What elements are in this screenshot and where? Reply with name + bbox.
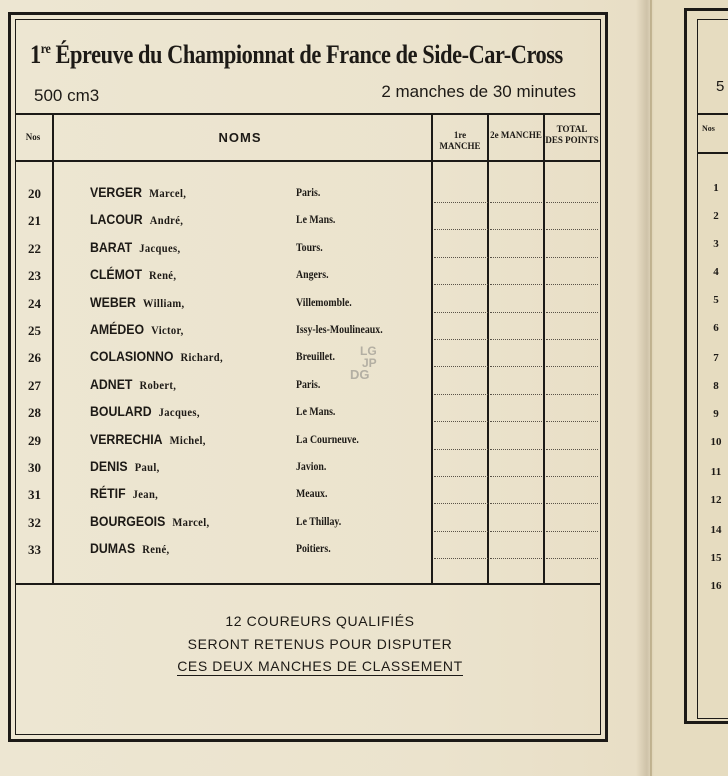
entry-number: 25	[28, 323, 41, 338]
table-top-rule	[16, 113, 600, 115]
entry-number: 33	[28, 542, 41, 558]
entry-last-name: VERGER	[90, 184, 143, 200]
entry-name	[90, 348, 223, 365]
entry-name	[90, 403, 200, 420]
right-page-entry-number: 16	[710, 580, 722, 592]
entry-number: 30	[28, 460, 41, 475]
entry-last-name: BARAT	[90, 238, 133, 255]
entry-number: 20	[28, 186, 41, 201]
entry-city: Angers.	[296, 267, 329, 282]
entry-number: 24	[28, 295, 41, 311]
entry-number: 21	[28, 213, 41, 229]
entry-number: 23	[28, 268, 41, 284]
entry-first-name: René,	[142, 542, 170, 557]
heat2-dotted-line	[490, 202, 542, 203]
heat2-dotted-line	[490, 476, 542, 477]
entry-first-name: Paul,	[134, 460, 160, 474]
heat1-dotted-line	[434, 339, 488, 340]
entry-city: Le Thillay.	[296, 513, 342, 528]
header-number: Nos	[25, 132, 41, 142]
entry-last-name: AMÉDEO	[90, 321, 145, 337]
stamp-line2: JP	[362, 356, 377, 370]
heat2-dotted-line	[490, 339, 542, 340]
entry-first-name: André,	[149, 213, 184, 228]
entry-last-name: VERRECHIA	[90, 430, 163, 447]
header-heat1: 1re MANCHE	[439, 130, 481, 151]
entry-name	[90, 211, 183, 228]
entry-number: 32	[28, 514, 41, 530]
entry-number: 22	[28, 240, 41, 256]
heat1-dotted-line	[434, 503, 488, 504]
entry-last-name: DENIS	[90, 458, 128, 474]
right-page-entry-number: 11	[710, 466, 722, 478]
entry-first-name: Marcel,	[172, 514, 210, 529]
entry-first-name: Jean,	[132, 487, 159, 502]
entry-first-name: Michel,	[169, 432, 206, 447]
total-dotted-line	[546, 394, 598, 395]
total-dotted-line	[546, 476, 598, 477]
header-total	[545, 124, 599, 146]
total-dotted-line	[546, 421, 598, 422]
entry-city: Javion.	[296, 459, 327, 473]
footer-line2: SERONT RETENUS POUR DISPUTER	[187, 636, 453, 652]
entry-name	[90, 513, 210, 530]
header-heat2: 2e MANCHE	[490, 130, 542, 140]
collector-stamp	[350, 345, 377, 381]
table-row	[16, 182, 596, 209]
entry-last-name: BOULARD	[90, 403, 152, 420]
heat1-dotted-line	[434, 229, 488, 230]
right-page-top-rule	[697, 113, 728, 115]
total-dotted-line	[546, 449, 598, 450]
heat2-dotted-line	[490, 503, 542, 504]
right-page-entry-number: 9	[713, 408, 719, 420]
total-dotted-line	[546, 202, 598, 203]
right-page-entry-number: 14	[710, 524, 722, 536]
title-ordinal: 1	[30, 40, 41, 69]
entry-first-name: Victor,	[151, 323, 184, 337]
header-total-line1: TOTAL	[556, 124, 588, 134]
stamp-line1: LG	[360, 344, 377, 358]
right-page-entry-number: 3	[713, 238, 719, 250]
table-row	[16, 456, 596, 483]
entry-number: 26	[28, 350, 41, 366]
entry-last-name: LACOUR	[90, 211, 143, 228]
right-page-nos-label: Nos	[702, 124, 715, 133]
heat2-dotted-line	[490, 229, 542, 230]
heat2-dotted-line	[490, 421, 542, 422]
entry-city: Le Mans.	[296, 404, 336, 419]
entry-number: 31	[28, 487, 41, 503]
entry-name	[90, 540, 170, 557]
total-dotted-line	[546, 257, 598, 258]
right-page-entry-number: 5	[713, 294, 719, 306]
entry-first-name: René,	[149, 268, 177, 283]
table-bottom-rule	[16, 583, 600, 585]
heat1-dotted-line	[434, 531, 488, 532]
heat1-dotted-line	[434, 394, 488, 395]
table-row	[16, 292, 596, 319]
title-ordinal-suffix: re	[40, 42, 51, 57]
total-dotted-line	[546, 531, 598, 532]
entry-city: Issy-les-Moulineaux.	[296, 322, 383, 336]
total-dotted-line	[546, 284, 598, 285]
table-row	[16, 346, 596, 373]
entry-city: Villemomble.	[296, 294, 352, 309]
entry-city: La Courneuve.	[296, 431, 359, 446]
format-label: 2 manches de 30 minutes	[381, 82, 576, 101]
heat1-dotted-line	[434, 558, 488, 559]
entry-last-name: BOURGEOIS	[90, 512, 166, 529]
entry-first-name: Jacques,	[158, 405, 200, 420]
total-dotted-line	[546, 366, 598, 367]
heat1-dotted-line	[434, 312, 488, 313]
table-row	[16, 429, 596, 456]
entry-number: 29	[28, 432, 41, 448]
right-page-header-rule	[697, 152, 728, 154]
right-page-entry-number: 7	[713, 352, 719, 364]
header-total-line2: DES POINTS	[545, 135, 599, 145]
entry-first-name: Richard,	[180, 350, 223, 365]
heat1-dotted-line	[434, 257, 488, 258]
entry-first-name: William,	[142, 295, 185, 310]
right-page-entry-number: 6	[713, 322, 719, 334]
footer-line3-text: CES DEUX MANCHES DE CLASSEMENT	[177, 658, 463, 674]
total-dotted-line	[546, 503, 598, 504]
entry-first-name: Jacques,	[139, 240, 181, 255]
table-row	[16, 237, 596, 264]
heat2-dotted-line	[490, 257, 542, 258]
entry-city: Le Mans.	[296, 212, 336, 227]
entry-name	[90, 321, 184, 338]
right-page-entry-number: 1	[713, 182, 719, 194]
table-row	[16, 319, 596, 346]
entry-city: Paris.	[296, 376, 321, 391]
table-row	[16, 374, 596, 401]
table-row	[16, 401, 596, 428]
footer-line1: 12 COUREURS QUALIFIÉS	[225, 613, 415, 629]
total-dotted-line	[546, 229, 598, 230]
entry-name	[90, 266, 176, 283]
right-page-entry-number: 2	[713, 210, 719, 222]
total-dotted-line	[546, 339, 598, 340]
table-row	[16, 538, 596, 565]
heat2-dotted-line	[490, 558, 542, 559]
right-page-entry-number: 8	[713, 380, 719, 392]
heat2-dotted-line	[490, 312, 542, 313]
heat1-dotted-line	[434, 449, 488, 450]
entry-last-name: COLASIONNO	[90, 348, 174, 365]
table-row	[16, 483, 596, 510]
right-page-entry-number: 12	[710, 494, 722, 506]
header-names: NOMS	[218, 130, 262, 145]
entry-last-name: ADNET	[90, 375, 133, 392]
entry-number: 27	[28, 377, 41, 393]
entry-city: Breuillet.	[296, 349, 335, 364]
entry-name	[90, 458, 160, 475]
entry-city: Tours.	[296, 239, 323, 254]
table-row	[16, 264, 596, 291]
entry-last-name: DUMAS	[90, 540, 136, 557]
right-page-entry-number: 10	[710, 436, 722, 448]
stamp-line3: DG	[350, 367, 370, 382]
heat1-dotted-line	[434, 421, 488, 422]
entry-last-name: WEBER	[90, 293, 136, 310]
heat2-dotted-line	[490, 449, 542, 450]
entry-last-name: CLÉMOT	[90, 266, 143, 283]
total-dotted-line	[546, 312, 598, 313]
heat1-dotted-line	[434, 476, 488, 477]
page-title	[30, 40, 563, 70]
right-page-entry-number: 15	[710, 552, 722, 564]
entry-name	[90, 239, 181, 256]
total-dotted-line	[546, 558, 598, 559]
entry-last-name: RÉTIF	[90, 485, 126, 502]
right-page-class-fragment: 5	[716, 78, 725, 95]
table-row	[16, 209, 596, 236]
page-fold	[636, 0, 654, 776]
entry-city: Paris.	[296, 185, 321, 199]
class-label: 500 cm3	[34, 86, 100, 105]
entry-name	[90, 294, 185, 311]
heat2-dotted-line	[490, 366, 542, 367]
entry-name	[90, 184, 186, 201]
header-bottom-rule	[16, 160, 600, 162]
title-text: Épreuve du Championnat de France de Side-Car-Cross	[50, 40, 563, 69]
heat1-dotted-line	[434, 284, 488, 285]
heat2-dotted-line	[490, 531, 542, 532]
entry-name	[90, 431, 206, 448]
entry-city: Poitiers.	[296, 541, 331, 556]
entry-number: 28	[28, 405, 41, 421]
entry-name	[90, 376, 176, 393]
heat1-dotted-line	[434, 366, 488, 367]
heat2-dotted-line	[490, 394, 542, 395]
entry-name	[90, 485, 158, 502]
footer-line3	[130, 658, 510, 674]
entry-first-name: Marcel,	[149, 186, 187, 200]
table-row	[16, 511, 596, 538]
heat1-dotted-line	[434, 202, 488, 203]
right-page-entry-number: 4	[713, 266, 719, 278]
heat2-dotted-line	[490, 284, 542, 285]
entry-city: Meaux.	[296, 486, 328, 501]
entry-first-name: Robert,	[139, 377, 177, 392]
